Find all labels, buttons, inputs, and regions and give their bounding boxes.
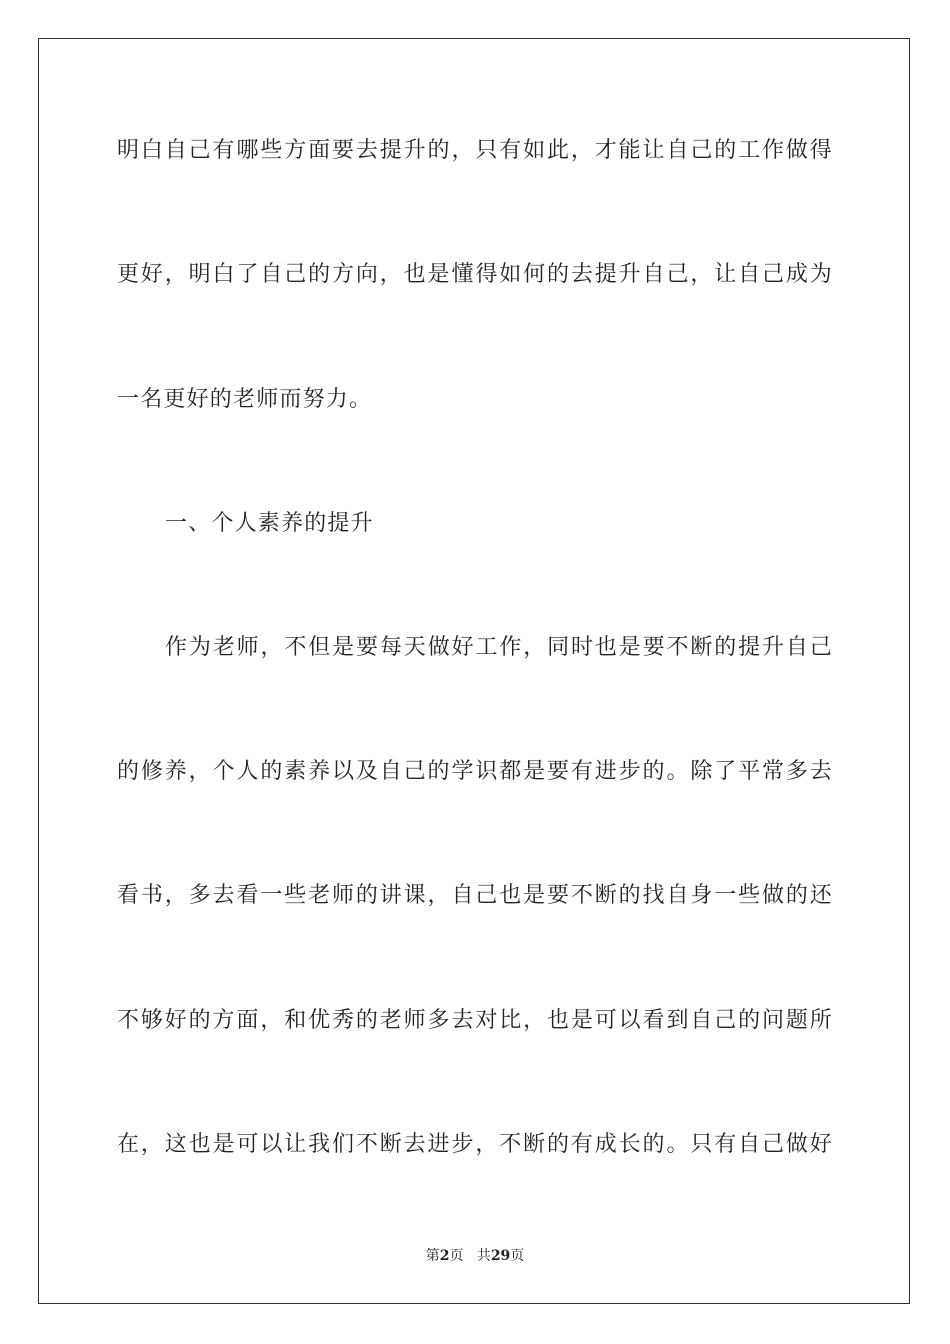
paragraph-line-4: 作为老师，不但是要每天做好工作，同时也是要不断的提升自己	[165, 635, 833, 660]
page-number: 2	[439, 1248, 450, 1264]
paragraph-line-1: 明白自己有哪些方面要去提升的，只有如此，才能让自己的工作做得	[117, 138, 833, 163]
total-prefix: 共	[476, 1248, 491, 1264]
paragraph-line-6: 看书，多去看一些老师的讲课，自己也是要不断的找自身一些做的还	[117, 883, 833, 908]
paragraph-line-5: 的修养，个人的素养以及自己的学识都是要有进步的。除了平常多去	[117, 759, 833, 784]
total-pages: 29	[490, 1248, 511, 1264]
paragraph-line-8: 在，这也是可以让我们不断去进步，不断的有成长的。只有自己做好	[117, 1132, 833, 1157]
section-heading: 一、个人素养的提升	[165, 511, 374, 536]
paragraph-line-2: 更好，明白了自己的方向，也是懂得如何的去提升自己，让自己成为	[117, 262, 833, 287]
paragraph-line-7: 不够好的方面，和优秀的老师多去对比，也是可以看到自己的问题所	[117, 1008, 833, 1033]
page-border	[38, 38, 910, 1304]
page-footer	[0, 1246, 950, 1266]
page-suffix: 页	[449, 1248, 464, 1264]
total-suffix: 页	[510, 1248, 525, 1264]
page-prefix: 第	[425, 1248, 440, 1264]
paragraph-line-3: 一名更好的老师而努力。	[117, 387, 373, 412]
